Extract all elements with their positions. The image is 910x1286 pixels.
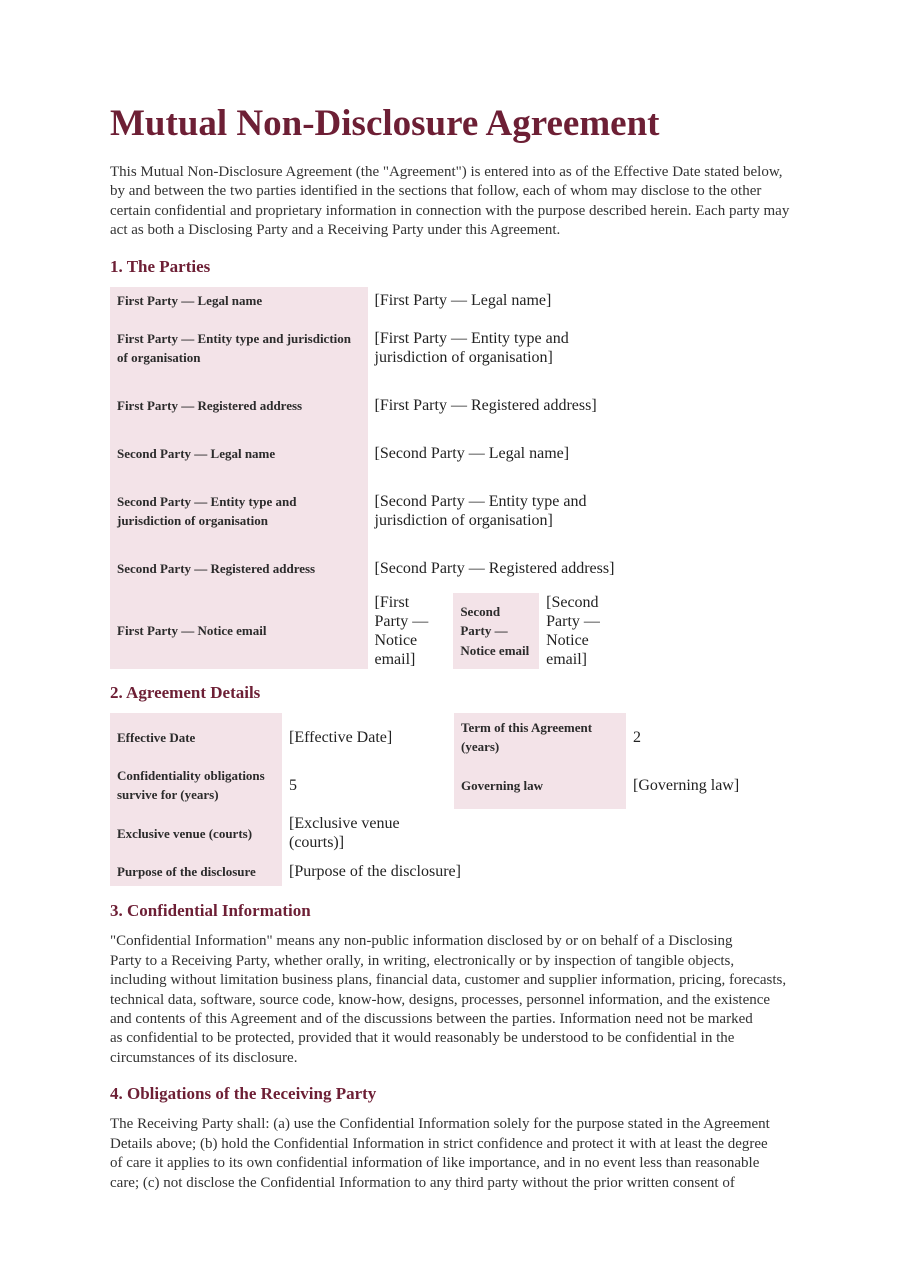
field-value: [Governing law] [633,776,740,794]
paragraph-line: Details above; (b) hold the Confidential Information in strict confidence and protect it with at least the degree [110,1135,768,1152]
field-row [110,315,625,382]
paragraph-line: including without limitation business plans, financial data, customer and supplier information, pricing, forecasts, [110,972,787,989]
field-value: [Second Party — Entity type and jurisdiction of organisation] [374,492,587,530]
field-label: Term of this Agreement (years) [454,713,626,761]
field-label: First Party — Registered address [110,382,368,430]
field-row [110,713,798,761]
field-value: 2 [633,728,641,746]
paragraph-line: of care it applies to its own confidential information of like importance, and in no event less than reasonable [110,1155,760,1172]
field-value: [Effective Date] [289,728,393,746]
paragraph-line: as confidential to be protected, provided that it would reasonably be understood to be confidential in the [110,1030,735,1047]
field-label: Second Party — Entity type and jurisdiction of organisation [110,478,368,545]
field-label: First Party — Notice email [110,593,368,670]
parties-table [110,287,625,670]
section-heading-obligations: 4. Obligations of the Receiving Party [110,1084,377,1104]
document-title: Mutual Non-Disclosure Agreement [110,103,660,144]
paragraph-line: and contents of this Agreement and of the discussions between the parties. Information need not be marked [110,1011,753,1028]
field-value: [First Party — Legal name] [374,292,552,310]
field-row [110,593,625,670]
field-label: Second Party — Legal name [110,430,368,478]
field-value: [Purpose of the disclosure] [289,863,461,881]
field-label: Confidentiality obligations survive for (years) [110,761,282,809]
field-value: [Exclusive venue (courts)] [289,815,400,852]
field-label: Second Party — Notice email [453,593,539,670]
agreement-details-table [110,713,798,886]
intro-paragraph: This Mutual Non-Disclosure Agreement (the "Agreement") is entered into as of the Effective Date stated below, by and between the two parties identified in the sections that follow, each of whom may disclose to the other certain confidential and proprietary information in connection with the purpose described herein. Each party may act as both a Disclosing Party and a Receiving Party under this Agreement. [110,164,790,239]
field-row [110,545,625,593]
field-row [110,857,798,886]
section-heading-parties: 1. The Parties [110,256,211,276]
confidential-information-paragraph [110,932,800,1068]
field-row [110,478,625,545]
field-row [110,809,798,857]
paragraph-line: "Confidential Information" means any non-public information disclosed by or on behalf of a Disclosing [110,933,733,950]
section-heading-agreement-details: 2. Agreement Details [110,683,261,703]
field-label: Governing law [454,761,626,809]
field-label: Second Party — Registered address [110,545,368,593]
field-row [110,430,625,478]
field-value: [First Party — Notice email] [374,593,429,669]
field-label: First Party — Entity type and jurisdiction of organisation [110,315,368,382]
field-row [110,287,625,315]
field-value: [Second Party — Notice email] [546,593,600,669]
field-label: Effective Date [110,713,282,761]
paragraph-line: The Receiving Party shall: (a) use the Confidential Information solely for the purpose stated in the Agreement [110,1116,770,1133]
field-value: 5 [289,776,297,794]
field-value: [Second Party — Legal name] [374,445,570,463]
field-label: Purpose of the disclosure [110,857,282,886]
field-label: Exclusive venue (courts) [110,809,282,857]
empty-cell [454,809,798,857]
field-value: [Second Party — Registered address] [374,560,615,578]
field-value: [First Party — Registered address] [374,397,597,415]
paragraph-line: circumstances of its disclosure. [110,1049,298,1066]
paragraph-line: Party to a Receiving Party, whether orally, in writing, electronically or by inspection of tangible objects, [110,952,735,969]
field-label: First Party — Legal name [110,287,368,315]
obligations-paragraph [110,1115,800,1193]
paragraph-line: technical data, software, source code, know-how, designs, processes, personnel information, and the existence [110,991,771,1008]
document-content [110,100,800,1193]
paragraph-line: care; (c) not disclose the Confidential Information to any third party without the prior written consent of [110,1174,735,1191]
field-row [110,382,625,430]
field-row [110,761,798,809]
field-value: [First Party — Entity type and jurisdiction of organisation] [374,329,569,367]
section-heading-confidential-information: 3. Confidential Information [110,901,311,921]
